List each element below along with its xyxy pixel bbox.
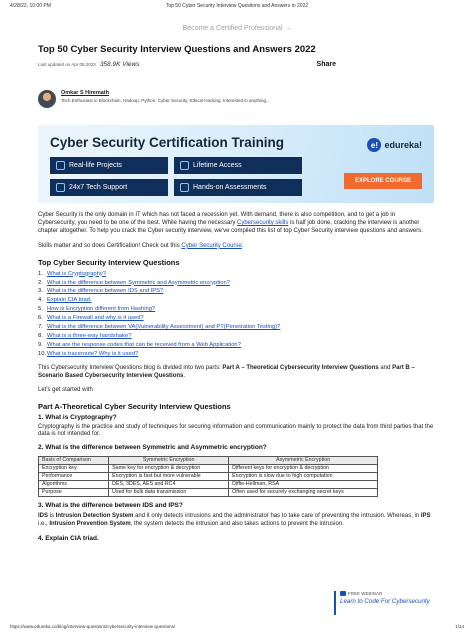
toc-number: 9. [38, 342, 43, 349]
article-title: Top 50 Cyber Security Interview Questions and Answers 2022 [38, 44, 316, 55]
edureka-logo [367, 138, 422, 152]
print-footer [10, 624, 464, 629]
q3-heading: 3. What is the difference between IDS and IPS? [38, 501, 183, 509]
webinar-tag [340, 591, 444, 596]
q1-heading: 1. What is Cryptography? [38, 413, 117, 421]
table-body [39, 464, 378, 496]
toc-item [38, 350, 434, 359]
webinar-tag-label: FREE WEBINAR [348, 591, 383, 596]
intro-text: Cyber Security is the only domain in IT which has not faced a recession yet. With demand, there is also competition, and to get a job in Cybersecurity, you need to be one of the best. While having the necessary [38, 212, 396, 226]
table-cell: Purpose [39, 488, 109, 496]
q4-heading: 4. Explain CIA triad. [38, 535, 99, 543]
ips-term: IPS [420, 513, 431, 520]
table-header: Basis of Comparison [39, 456, 109, 464]
certified-professional-link[interactable] [0, 25, 474, 32]
author-block [38, 90, 270, 108]
ids-term: IDS [38, 513, 49, 520]
toc-number: 3. [38, 288, 43, 295]
table-cell: Performance [39, 472, 109, 480]
table-row [39, 464, 378, 472]
course-banner[interactable] [38, 125, 434, 203]
table-row [39, 488, 378, 496]
toc-link[interactable]: What is the difference between Symmetric and Asymmetric encryption? [47, 279, 230, 286]
q2-heading: 2. What is the difference between Symmetric and Asymmetric encryption? [38, 444, 267, 452]
footer-page: 1/14 [455, 624, 464, 629]
parts-text: This Cybersecurity Interview Questions blog is divided into two parts: [38, 365, 223, 372]
table-header: Symmetric Encryption [109, 456, 229, 464]
author-bio: Tech Enthusiast in Blockchain, Hadoop, Python, Cyber Security, Ethical Hacking. Interested in anything... [61, 98, 270, 103]
part-b-label: Part B – Scenario Based Cybersecurity Interview Questions [38, 365, 415, 380]
toc-number: 2. [38, 279, 43, 286]
feature-label: Lifetime Access [193, 162, 242, 169]
webinar-title: Learn to Code For Cybersecurity [340, 598, 430, 605]
toc-item [38, 305, 434, 314]
parts-text: . [183, 373, 186, 380]
parts-text: and [378, 365, 393, 372]
table-row [39, 472, 378, 480]
assessment-icon [180, 183, 189, 192]
toc-item [38, 270, 434, 279]
intro-text: is half job done, cracking the interview is another chapter altogether. To help you crack the Cyber security interview, we've compiled this list of top Cyber Security interview questions and answers. [38, 219, 423, 234]
q1-answer: Cryptography is the practice and study of techniques for securing information and communication mainly to protect the data from third parties that the data is not intended for. [38, 423, 434, 438]
toc-item [38, 279, 434, 288]
table-cell: Encryption key [39, 464, 109, 472]
toc-number: 4. [38, 297, 43, 304]
toc-heading: Top Cyber Security Interview Questions [38, 257, 180, 267]
table-cell: Algorithms [39, 480, 109, 488]
intro-paragraph [38, 212, 434, 236]
table-cell: DES, 3DES, AES and RC4 [109, 480, 229, 488]
author-avatar [38, 90, 56, 108]
table-row [39, 480, 378, 488]
toc-item [38, 323, 434, 332]
q3-text: and it only detects intrusions and the administrator has to take care of preventing the intrusion. Whereas, in [133, 513, 421, 520]
toc-number: 8. [38, 333, 43, 340]
toc-number: 1. [38, 270, 43, 277]
q3-text: is [48, 513, 56, 520]
print-page-title: Top 50 Cyber Security Interview Questions and Answers in 2022 [165, 3, 309, 9]
toc-link[interactable]: What is traceroute? Why is it used? [47, 351, 139, 358]
print-datetime: 4/28/22, 10:00 PM [10, 3, 51, 9]
explore-course-button[interactable]: EXPLORE COURSE [344, 173, 422, 189]
table-cell: Same key for encryption & decryption [109, 464, 229, 472]
feature-real-life-projects [50, 157, 168, 174]
cybersecurity-skills-link[interactable]: Cybersecurity skills [237, 219, 289, 226]
table-cell: Often used for securely exchanging secret keys [229, 488, 378, 496]
table-header: Asymmetric Encryption [229, 456, 378, 464]
toc-list [38, 270, 434, 360]
toc-number: 6. [38, 315, 43, 322]
ids-full-term: Intrusion Detection System [55, 513, 134, 520]
toc-link[interactable]: What is the difference between IDS and IPS? [47, 288, 164, 295]
last-updated: Last updated on Apr 05,2023 [38, 62, 96, 67]
cert-text: . [241, 242, 244, 249]
toc-link[interactable]: What are the response codes that can be received from a Web Application? [47, 342, 241, 349]
access-icon [180, 161, 189, 170]
table-cell: Encryption is fast but more vulnerable [109, 472, 229, 480]
feature-lifetime-access [174, 157, 302, 174]
feature-label: Real-life Projects [69, 162, 122, 169]
feature-tech-support [50, 179, 168, 196]
brand-name: edureka! [384, 140, 422, 150]
toc-link[interactable]: How is Encryption different from Hashing? [47, 306, 156, 313]
q3-text: , the system detects the intrusion and also takes actions to prevent the intrusion. [130, 521, 344, 528]
encryption-comparison-table [38, 456, 378, 497]
table-header-row [39, 456, 378, 464]
toc-link[interactable]: What is a Firewall and why is it used? [47, 315, 144, 322]
banner-title: Cyber Security Certification Training [50, 135, 285, 150]
parts-paragraph [38, 365, 434, 381]
cyber-security-course-link[interactable]: Cyber Security Course [181, 242, 242, 249]
print-header [10, 3, 464, 9]
toc-link[interactable]: What is Cryptography? [47, 270, 106, 277]
article-meta [38, 61, 139, 68]
part-a-label: Part A – Theoretical Cybersecurity Interview Questions [222, 365, 379, 372]
toc-link[interactable]: Explain CIA triad. [47, 297, 92, 304]
footer-url: https://www.edureka.co/blog/interview-questions/cybersecurity-interview-questions/ [10, 624, 176, 629]
table-cell: Encryption is slow due to high computation [229, 472, 378, 480]
lets-start: Let's get started with [38, 387, 93, 394]
toc-link[interactable]: What is a three-way handshake? [47, 333, 132, 340]
toc-item [38, 341, 434, 350]
toc-item [38, 332, 434, 341]
table-cell: Used for bulk data transmission [109, 488, 229, 496]
toc-link[interactable]: What is the difference between VA(Vulnerability Assessment) and PT(Penetration Testing)? [47, 324, 281, 331]
support-icon [56, 183, 65, 192]
video-icon [340, 591, 346, 596]
view-count: 358.9K Views [99, 61, 140, 68]
toc-number: 5. [38, 306, 43, 313]
toc-item [38, 287, 434, 296]
toc-item [38, 314, 434, 323]
table-cell: Diffie-Hellman, RSA [229, 480, 378, 488]
certification-paragraph [38, 243, 434, 251]
q3-answer [38, 513, 434, 529]
toc-item [38, 296, 434, 305]
author-name[interactable]: Omkar S Hiremath [61, 90, 109, 96]
table-cell: Different keys for encryption & decryption [229, 464, 378, 472]
arrow-right-icon: → [284, 25, 292, 32]
free-webinar-widget[interactable] [334, 591, 444, 615]
feature-label: 24x7 Tech Support [69, 184, 128, 191]
q3-text: i.e., [38, 521, 50, 528]
certified-professional-label: Become a Certified Professional [182, 25, 283, 32]
toc-number: 7. [38, 324, 43, 331]
ips-full-term: Intrusion Prevention System [49, 521, 131, 528]
share-button[interactable]: Share [316, 61, 336, 68]
projects-icon [56, 161, 65, 170]
cert-text: Skills matter and so does Certification! Check out this [38, 242, 182, 249]
feature-hands-on-assessments [174, 179, 302, 196]
feature-label: Hands-on Assessments [193, 184, 267, 191]
article-body [38, 208, 434, 544]
edureka-logo-icon: e! [367, 138, 381, 152]
part-a-heading: Part A-Theoretical Cyber Security Interview Questions [38, 402, 231, 412]
toc-number: 10. [38, 351, 47, 358]
